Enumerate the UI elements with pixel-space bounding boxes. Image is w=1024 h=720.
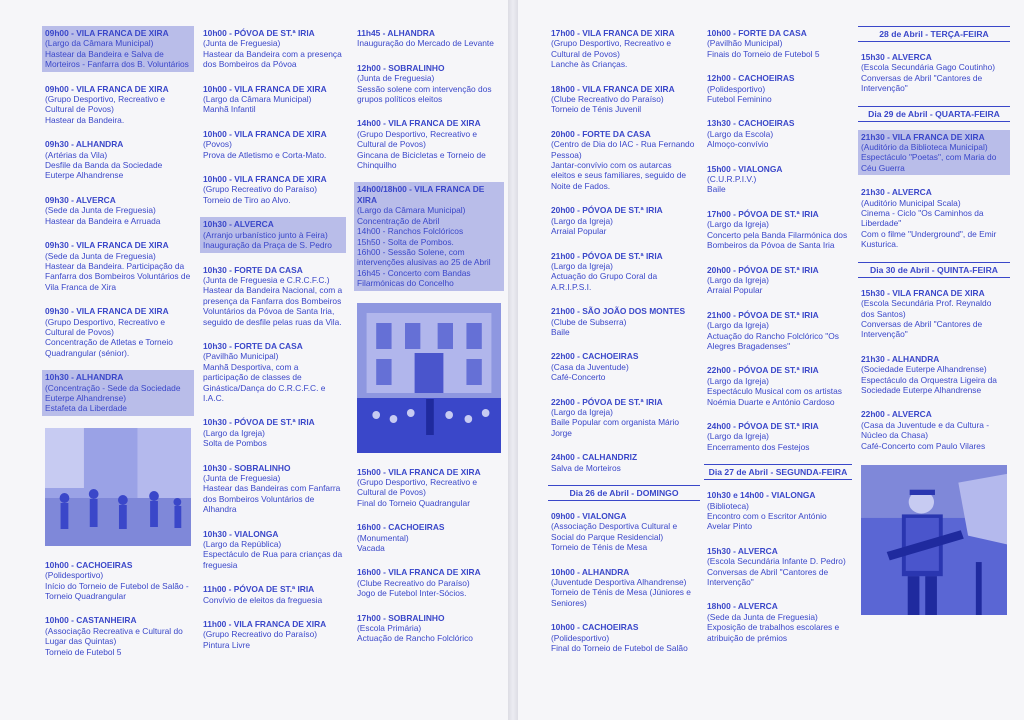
event-item — [200, 617, 346, 652]
event-time-place: 21h00 - SÃO JOÃO DOS MONTES — [551, 306, 686, 317]
event-time-place: 10h00 - CACHOEIRAS — [45, 559, 133, 570]
event-details: (Auditório da Biblioteca Municipal) Espectáculo "Poetas", com Maria do Céu Guerra — [861, 142, 997, 173]
event-time-place: 11h00 - VILA FRANCA DE XIRA — [203, 619, 327, 630]
event-details: (Grupo Desportivo, Recreativo e Cultural de Povos) Final do Torneio Quadrangular — [357, 476, 478, 508]
event-time-place: 21h00 - PÓVOA DE ST.ª IRIA — [551, 250, 663, 261]
event-details: (Largo da Câmara Municipal) Hastear da Bandeira e Salva de Morteiros - Fanfarra dos B. Voluntários — [45, 38, 189, 70]
event-time-place: 15h30 - ALVERCA — [861, 52, 932, 62]
event-time-place: 09h00 - VILA FRANCA DE XIRA — [45, 83, 169, 94]
event-time-place: 10h30 - FORTE DA CASA — [203, 340, 303, 351]
photo — [354, 301, 504, 455]
event-time-place: 11h00 - PÓVOA DE ST.ª IRIA — [203, 584, 315, 595]
event-time-place: 09h00 - VILA FRANCA DE XIRA — [45, 28, 169, 38]
event-details: (Largo da Câmara Municipal) Concentração de Abril 14h00 - Ranchos Folclóricos 15h50 - Solta de Pombos. 16h00 - Sessão Solene, com intervenções alusivas ao 25 de Abril 16h45 - Concerto com Bandas Filarmónicas do Concelho — [357, 205, 491, 289]
event-details: (Concentração - Sede da Sociedade Euterpe Alhandrense) Estafeta da Liberdade — [45, 382, 181, 414]
event-time-place: 10h00 - VILA FRANCA DE XIRA — [203, 83, 327, 94]
event-item — [704, 263, 852, 298]
event-details: (Largo da Igreja) Actuação do Grupo Coral da A.R.I.P.S.I. — [551, 260, 658, 292]
day-heading: Dia 29 de Abril - QUARTA-FEIRA — [858, 106, 1010, 122]
event-item — [200, 339, 346, 405]
event-details: (Centro de Dia do IAC - Rua Fernando Pessoa) Jantar-convívio com os autarcas eleitos e seus familiares, seguido de Noite de Fados. — [551, 139, 695, 191]
event-item — [200, 415, 346, 450]
event-item — [548, 565, 700, 611]
event-time-place: 15h30 - VILA FRANCA DE XIRA — [861, 287, 985, 298]
event-details: (Largo da Câmara Municipal) Manhã Infantil — [203, 94, 312, 115]
singer-photo-graphic — [861, 465, 1007, 615]
event-time-place: 10h00 - FORTE DA CASA — [707, 28, 807, 38]
event-details: (Clube Recreativo do Paraíso) Jogo de Futebol Inter-Sócios. — [357, 577, 470, 599]
event-time-place: 10h00 - ALHANDRA — [551, 566, 630, 577]
event-time-place: 10h00 - CACHOEIRAS — [551, 622, 639, 633]
event-item — [42, 82, 194, 128]
event-details: (Sede da Junta de Freguesia) Exposição de trabalhos escolares e atribuição de prémios — [707, 611, 840, 643]
event-time-place: 17h00 - PÓVOA DE ST.ª IRIA — [707, 208, 819, 219]
event-item — [42, 26, 194, 72]
event-time-place: 21h30 - VILA FRANCA DE XIRA — [861, 131, 985, 142]
event-time-place: 10h00 - PÓVOA DE ST.ª IRIA — [203, 28, 315, 38]
event-details: (Largo da Igreja) Encerramento dos Festejos — [707, 431, 810, 452]
event-time-place: 15h00 - VIALONGA — [707, 163, 783, 174]
event-item — [354, 116, 504, 172]
schedule-column-5 — [704, 26, 852, 655]
event-item — [42, 137, 194, 183]
event-item — [354, 26, 504, 51]
day-heading: Dia 26 de Abril - DOMINGO — [548, 485, 700, 501]
event-details: (Biblioteca) Encontro com o Escritor António Avelar Pinto — [707, 500, 827, 532]
event-item — [704, 207, 852, 253]
event-time-place: 17h00 - SOBRALINHO — [357, 612, 445, 623]
event-details: (Escola Secundária Prof. Reynaldo dos Santos) Conversas de Abril "Cantores de Intervenção" — [861, 298, 992, 340]
event-time-place: 22h00 - PÓVOA DE ST.ª IRIA — [551, 396, 663, 407]
event-item — [548, 620, 700, 655]
event-item — [704, 162, 852, 197]
event-item — [858, 185, 1010, 251]
event-time-place: 11h45 - ALHANDRA — [357, 28, 435, 38]
page-fold — [508, 0, 518, 720]
event-details: (Clube Recreativo do Paraíso) Torneio de Ténis Juvenil — [551, 94, 664, 115]
event-time-place: 10h30 - FORTE DA CASA — [203, 264, 303, 275]
event-time-place: 09h30 - ALVERCA — [45, 194, 116, 205]
event-time-place: 18h00 - ALVERCA — [707, 601, 778, 612]
event-time-place: 10h30 - ALHANDRA — [45, 372, 124, 383]
event-item — [42, 193, 194, 228]
event-time-place: 15h00 - VILA FRANCA DE XIRA — [357, 466, 481, 477]
event-details: (Escola Secundária Gago Coutinho) Conversas de Abril "Cantores de Intervenção" — [861, 62, 996, 94]
event-details: (Associação Desportiva Cultural e Social do Parque Residencial) Torneio de Ténis de Mesa — [551, 521, 678, 553]
event-details: (Casa da Juventude) Café-Concerto — [551, 361, 629, 383]
band-photo-graphic — [357, 303, 501, 453]
event-item — [354, 611, 504, 646]
event-time-place: 20h00 - PÓVOA DE ST.ª IRIA — [551, 205, 663, 216]
event-time-place: 10h30 - VIALONGA — [203, 528, 279, 539]
event-details: (Pavilhão Municipal) Manhã Desportiva, com a participação de classes de Ginástica/Dança do C.R.C.F.C. e I.A.C. — [203, 351, 326, 403]
event-item — [548, 509, 700, 555]
event-details: (Grupo Desportivo, Recreativo e Cultural de Povos) Gincana de Bicicletas e Torneio de Chinquilho — [357, 128, 486, 171]
photo — [858, 463, 1010, 617]
event-details: (Polidesportivo) Futebol Feminino — [707, 83, 772, 105]
event-item — [704, 544, 852, 590]
event-details: (Junta de Freguesia) Hastear da Bandeira com a presença dos Bombeiros da Póvoa — [203, 38, 342, 70]
event-item — [354, 465, 504, 511]
day-heading: 28 de Abril - TERÇA-FEIRA — [858, 26, 1010, 42]
event-item — [200, 172, 346, 207]
event-item — [858, 352, 1010, 398]
event-time-place: 10h00 - VILA FRANCA DE XIRA — [203, 128, 327, 139]
event-time-place: 13h30 - CACHOEIRAS — [707, 118, 795, 129]
event-item — [704, 488, 852, 534]
event-time-place: 09h30 - ALHANDRA — [45, 139, 124, 150]
event-time-place: 21h30 - ALHANDRA — [861, 353, 940, 364]
event-time-place: 20h00 - PÓVOA DE ST.ª IRIA — [707, 264, 819, 275]
event-item — [42, 558, 194, 604]
photo — [42, 426, 194, 548]
event-details: (Monumental) Vacada — [357, 532, 409, 553]
event-time-place: 10h30 e 14h00 - VIALONGA — [707, 490, 816, 501]
day-heading: Dia 27 de Abril - SEGUNDA-FEIRA — [704, 464, 852, 480]
event-details: (Grupo Recreativo do Paraíso) Torneio de Tiro ao Alvo. — [203, 184, 318, 205]
event-time-place: 12h00 - SOBRALINHO — [357, 62, 445, 73]
event-item — [548, 349, 700, 384]
event-time-place: 18h00 - VILA FRANCA DE XIRA — [551, 83, 675, 94]
event-item — [354, 61, 504, 107]
event-item — [858, 50, 1010, 96]
event-details: (Artérias da Vila) Desfile da Banda da Sociedade Euterpe Alhandrense — [45, 149, 163, 181]
event-details: (Largo da Igreja) Actuação do Rancho Folclórico "Os Alegres Bragadenses" — [707, 320, 839, 351]
event-item — [548, 26, 700, 72]
event-details: (Polidesportivo) Início do Torneio de Futebol de Salão - Torneio Quadrangular — [45, 570, 189, 601]
event-time-place: 10h30 - ALVERCA — [203, 219, 274, 230]
event-time-place: 09h30 - VILA FRANCA DE XIRA — [45, 306, 169, 317]
event-item — [704, 419, 852, 454]
event-details: (Grupo Recreativo do Paraíso) Pintura Livre — [203, 629, 318, 650]
event-item — [354, 520, 504, 555]
event-item — [704, 26, 852, 61]
schedule-column-3 — [354, 26, 504, 656]
event-time-place: 16h00 - CACHOEIRAS — [357, 522, 445, 533]
event-time-place: 15h30 - ALVERCA — [707, 545, 778, 556]
event-details: (Clube de Subserra) Baile — [551, 316, 627, 337]
event-details: (Largo da Igreja) Solta de Pombos — [203, 427, 267, 449]
event-details: (C.U.R.P.I.V.) Baile — [707, 174, 757, 195]
event-details: (Auditório Municipal Scala) Cinema - Ciclo "Os Caminhos da Liberdade" Com o filme "Underground", de Emir Kusturica. — [861, 197, 997, 250]
event-time-place: 09h30 - VILA FRANCA DE XIRA — [45, 240, 169, 251]
schedule-column-1 — [42, 26, 194, 669]
event-time-place: 21h30 - ALVERCA — [861, 187, 932, 198]
event-details: (Polidesportivo) Final do Torneio de Futebol de Salão — [551, 632, 688, 654]
day-heading: Dia 30 de Abril - QUINTA-FEIRA — [858, 262, 1010, 278]
event-item — [200, 26, 346, 72]
event-item — [858, 286, 1010, 342]
event-details: (Largo da República) Espectáculo de Rua para crianças da freguesia — [203, 539, 343, 570]
event-time-place: 22h00 - ALVERCA — [861, 409, 932, 420]
event-item — [704, 308, 852, 354]
event-item — [354, 565, 504, 600]
event-item — [42, 304, 194, 360]
event-time-place: 10h30 - PÓVOA DE ST.ª IRIA — [203, 417, 315, 428]
event-details: (Grupo Desportivo, Recreativo e Cultural de Povos) Hastear da Bandeira. — [45, 94, 166, 125]
event-item — [200, 217, 346, 252]
event-time-place: 14h00 - VILA FRANCA DE XIRA — [357, 118, 481, 129]
event-details: Salva de Morteiros — [551, 462, 621, 473]
event-details: (Largo da Escola) Almoço-convívio — [707, 128, 774, 150]
event-item — [704, 116, 852, 151]
event-details: (Arranjo urbanístico junto à Feira) Inauguração da Praça de S. Pedro — [203, 229, 332, 251]
event-time-place: 21h00 - PÓVOA DE ST.ª IRIA — [707, 309, 819, 320]
event-details: Convívio de eleitos da freguesia — [203, 594, 323, 605]
event-item — [200, 461, 346, 517]
event-details: (Juventude Desportiva Alhandrense) Torneio de Ténis de Mesa (Júniores e Seniores) — [551, 577, 691, 608]
event-item — [200, 582, 346, 607]
event-details: (Sede da Junta de Freguesia) Hastear da Bandeira. Participação da Fanfarra dos Bombeiros Voluntários de Vila Franca de Xira — [45, 250, 191, 292]
event-item — [42, 613, 194, 659]
event-item — [548, 304, 700, 339]
event-details: (Escola Secundária Infante D. Pedro) Conversas de Abril "Cantores de Intervenção" — [707, 556, 846, 588]
event-details: (Largo da Igreja) Baile Popular com organista Mário Jorge — [551, 406, 680, 438]
event-time-place: 16h00 - VILA FRANCA DE XIRA — [357, 567, 481, 578]
event-time-place: 10h00 - VILA FRANCA DE XIRA — [203, 174, 327, 185]
event-item — [548, 127, 700, 193]
event-item — [42, 370, 194, 416]
event-item — [858, 130, 1010, 176]
event-item — [548, 82, 700, 117]
event-item — [354, 182, 504, 290]
event-details: (Pavilhão Municipal) Finais do Torneio de Futebol 5 — [707, 38, 820, 59]
event-time-place: 09h00 - VIALONGA — [551, 511, 627, 521]
event-time-place: 10h30 - SOBRALINHO — [203, 462, 291, 473]
event-details: (Largo da Igreja) Arraial Popular — [551, 215, 613, 237]
event-item — [548, 249, 700, 295]
event-item — [200, 127, 346, 162]
event-item — [704, 363, 852, 409]
event-item — [200, 82, 346, 117]
event-time-place: 22h00 - PÓVOA DE ST.ª IRIA — [707, 365, 819, 376]
event-item — [548, 450, 700, 475]
event-details: (Junta de Freguesia) Sessão solene com intervenção dos grupos políticos eleitos — [357, 73, 492, 105]
event-details: (Grupo Desportivo, Recreativo e Cultural de Povos) Concentração de Atletas e Torneio Quadrangular (sénior). — [45, 316, 173, 358]
event-item — [704, 599, 852, 645]
event-item — [704, 71, 852, 106]
event-details: (Povos) Prova de Atletismo e Corta-Mato. — [203, 139, 327, 160]
event-details: (Junta de Freguesia e C.R.C.F.C.) Hastear da Bandeira Nacional, com a presença da Fanfarra dos Bombeiros Voluntários da Póvoa de Santa Iria, seguido de desfile pelas ruas da Vila. — [203, 274, 343, 327]
event-details: (Largo da Igreja) Concerto pela Banda Filarmónica dos Bombeiros da Póvoa de Santa Iria — [707, 219, 848, 251]
event-time-place: 24h00 - PÓVOA DE ST.ª IRIA — [707, 420, 819, 431]
event-details: Inauguração do Mercado de Levante — [357, 38, 494, 49]
event-item — [858, 407, 1010, 453]
schedule-column-4 — [548, 26, 700, 665]
event-details: (Largo da Igreja) Arraial Popular — [707, 274, 769, 296]
event-time-place: 12h00 - CACHOEIRAS — [707, 73, 795, 84]
parade-photo-graphic — [45, 428, 191, 546]
event-item — [548, 203, 700, 238]
event-details: (Junta de Freguesia) Hastear das Bandeiras com Fanfarra dos Bombeiros Voluntários de Alhandra — [203, 473, 341, 515]
event-details: (Escola Primária) Actuação de Rancho Folclórico — [357, 623, 473, 644]
event-item — [42, 238, 194, 294]
event-time-place: 24h00 - CALHANDRIZ — [551, 452, 638, 463]
event-item — [200, 527, 346, 573]
event-item — [548, 395, 700, 441]
event-time-place: 22h00 - CACHOEIRAS — [551, 351, 639, 362]
event-time-place: 10h00 - CASTANHEIRA — [45, 615, 137, 626]
event-details: (Sociedade Euterpe Alhandrense) Espectáculo da Orquestra Ligeira da Sociedade Euterpe Alhandrense — [861, 364, 997, 395]
event-details: (Casa da Juventude e da Cultura - Núcleo da Chasa) Café-Concerto com Paulo Vilares — [861, 419, 990, 451]
event-time-place: 20h00 - FORTE DA CASA — [551, 128, 651, 139]
schedule-column-6 — [858, 26, 1010, 627]
event-time-place: 14h00/18h00 - VILA FRANCA DE XIRA — [357, 184, 485, 205]
event-details: (Associação Recreativa e Cultural do Lugar das Quintas) Torneio de Futebol 5 — [45, 625, 183, 657]
schedule-column-2 — [200, 26, 346, 662]
event-details: (Grupo Desportivo, Recreativo e Cultural de Povos) Lanche às Crianças. — [551, 38, 672, 70]
event-details: (Sede da Junta de Freguesia) Hastear da Bandeira e Arruada — [45, 205, 161, 226]
event-time-place: 17h00 - VILA FRANCA DE XIRA — [551, 28, 675, 38]
event-item — [200, 263, 346, 329]
event-details: (Largo da Igreja) Espectáculo Musical com os artistas Noémia Duarte e António Cardoso — [707, 375, 842, 407]
